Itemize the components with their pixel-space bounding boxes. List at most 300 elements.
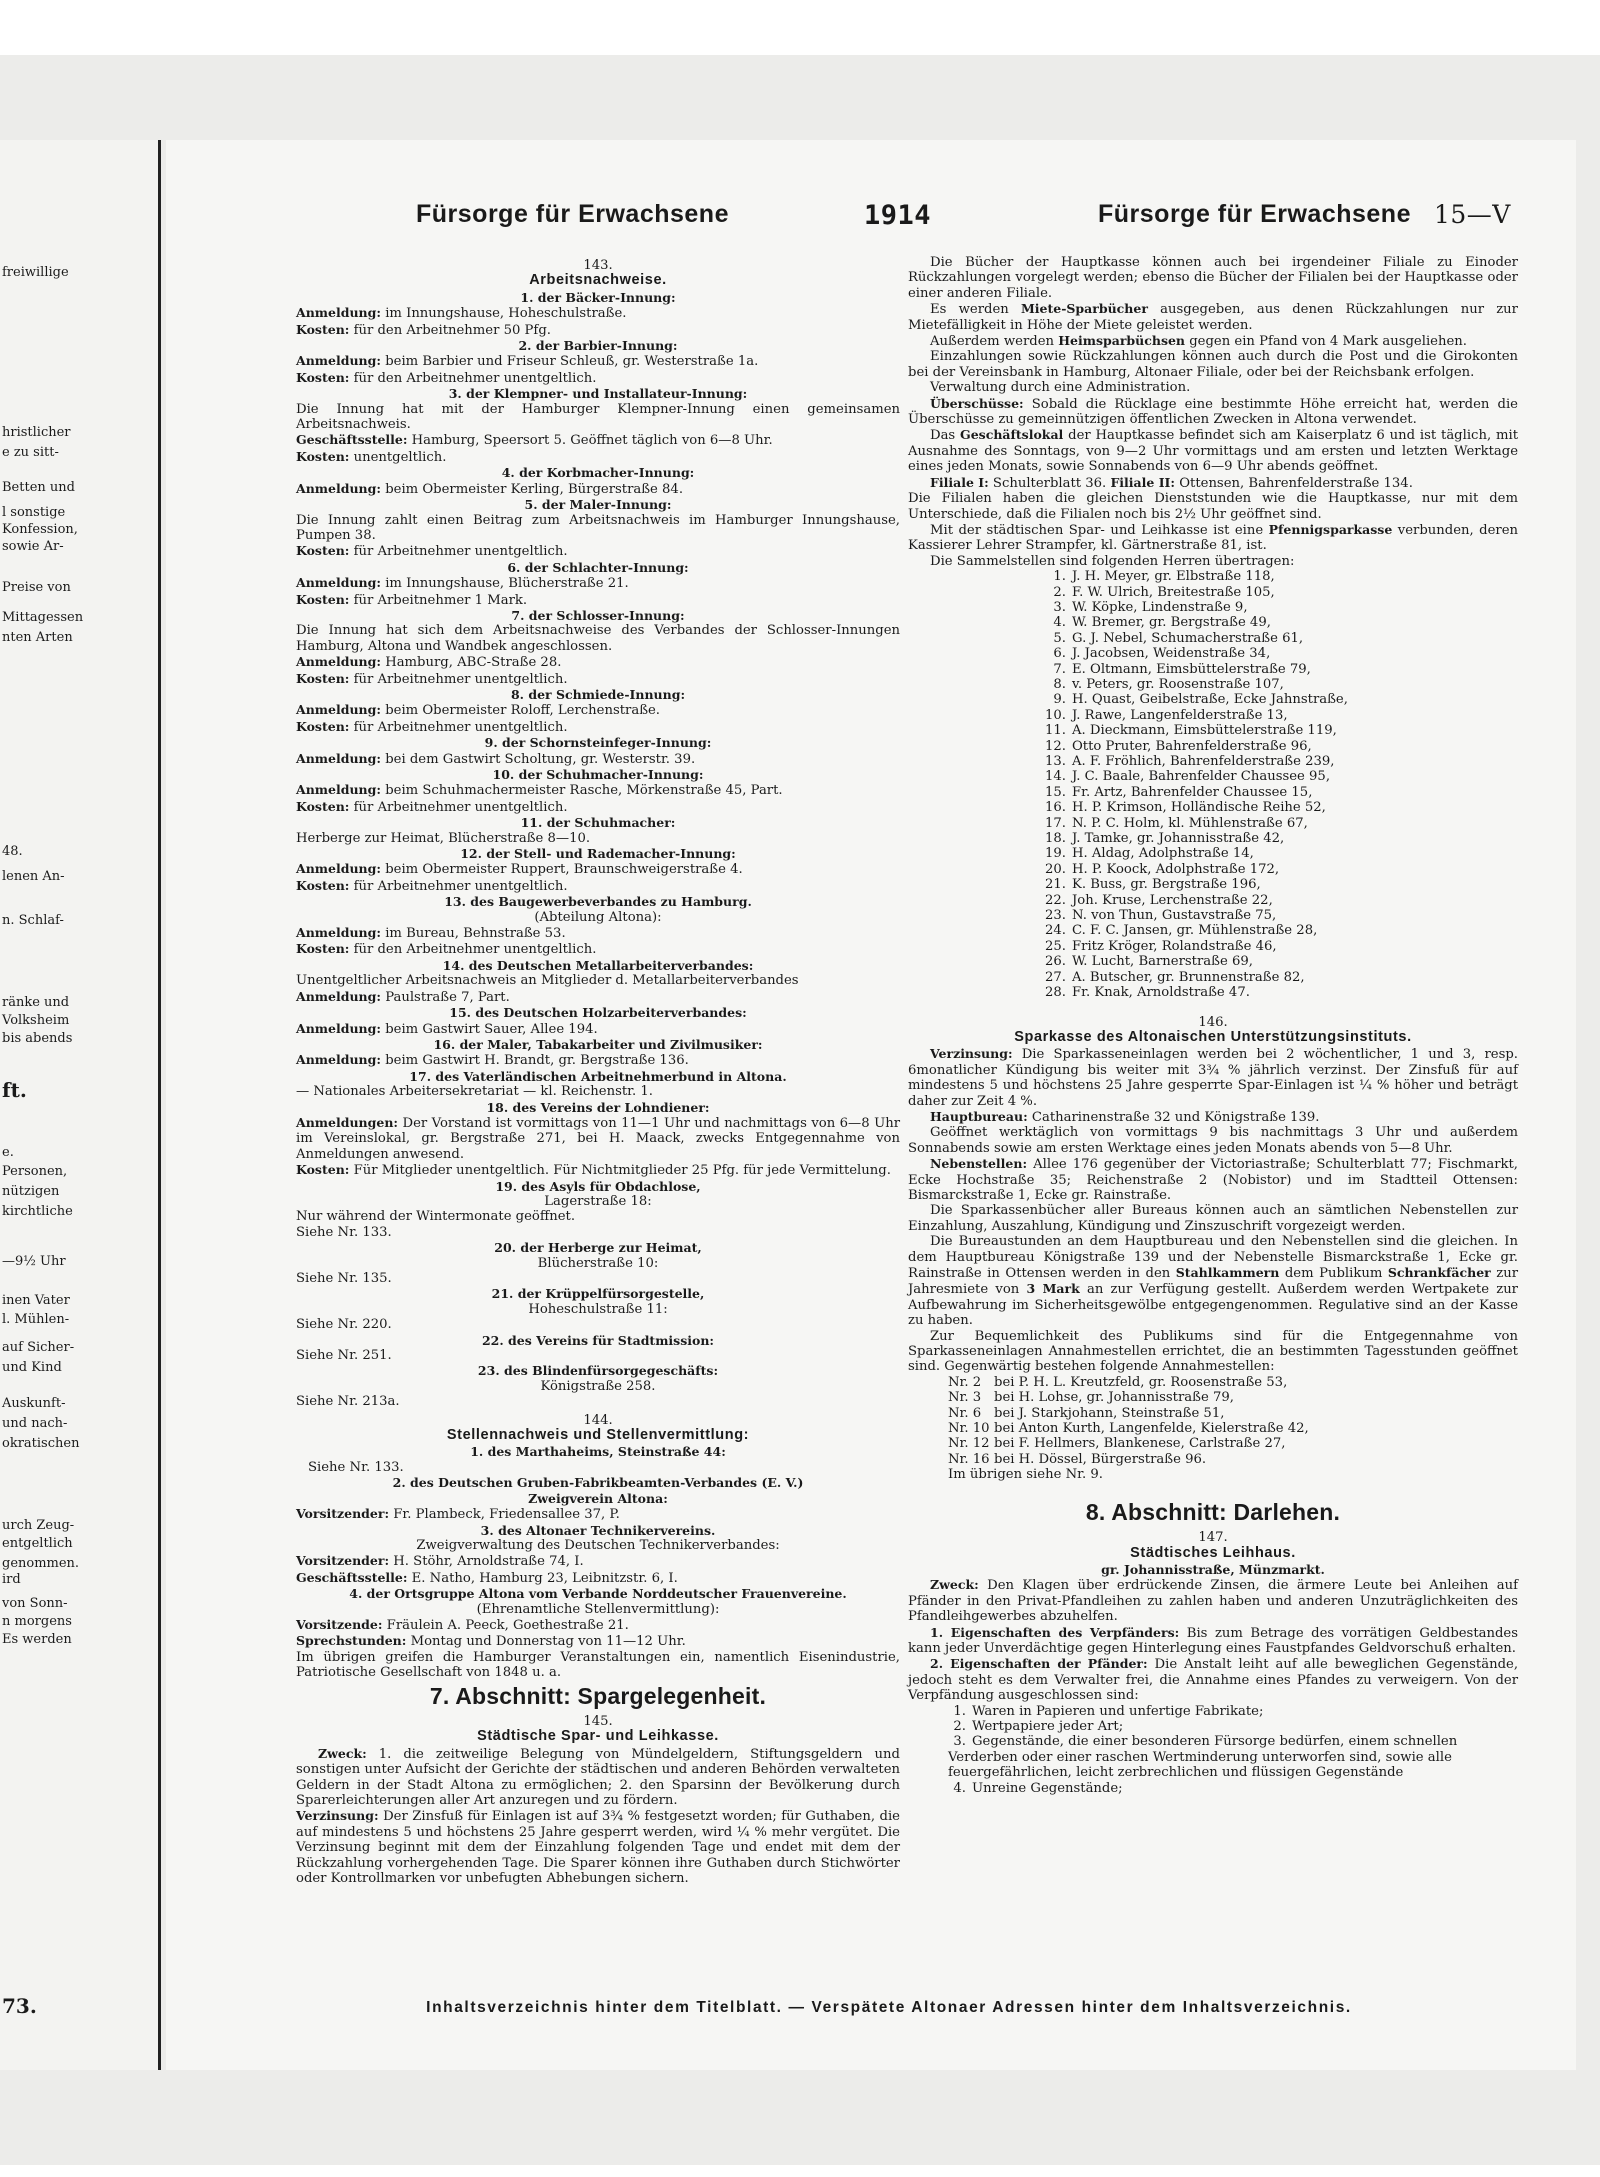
item-number: 20. — [1045, 861, 1066, 877]
list-item — [948, 1406, 1518, 1421]
subheading: 4. der Ortsgruppe Altona vom Verbande Norddeutscher Frauenvereine. — [349, 1586, 847, 1602]
entry-label: Anmeldung: — [296, 305, 381, 321]
item-text: Unreine Gegenstände; — [972, 1780, 1123, 1796]
entry-text: Verzinsung: Die Sparkasseneinlagen werden bei 2 wöchentlicher, 1 und 3, resp. 6monatlicher Kündigung bis weiter mit 3¾ % jährlich verzinst. Der Zinsfuß für auf mindestens 5 und höchstens 25 Jahre gesperrte Spar-Einlagen ist ¼ % höher und beträgt daher zur Zeit 4 %. — [908, 1046, 1518, 1109]
entry-label: Kosten: — [296, 591, 350, 607]
entry-line — [296, 861, 900, 877]
entry-text: Es werden Miete-Sparbücher ausgegeben, aus denen Rückzahlungen nur zur Mietefälligkeit in Höhe der Miete geleistet werden. — [908, 301, 1518, 333]
item-number: 9. — [1053, 692, 1066, 708]
entry-value: Lagerstraße 18: — [544, 1193, 652, 1209]
header-page-number: 15—V — [1434, 200, 1511, 229]
entry-label: Anmeldung: — [296, 861, 381, 877]
section-title: Arbeitsnachweise. — [529, 272, 667, 289]
entry-line — [296, 623, 900, 654]
list-item — [1038, 631, 1518, 646]
left-page-fragment: sowie Ar- — [2, 539, 64, 554]
item-number: 21. — [1045, 877, 1066, 893]
entry-value: für den Arbeitnehmer unentgeltlich. — [349, 370, 597, 386]
collector-list — [908, 569, 1518, 1000]
list-item — [1038, 677, 1518, 692]
subheading: 3. des Altonaer Technikervereins. — [480, 1522, 716, 1538]
left-page-fragment: kirchtliche — [2, 1204, 73, 1219]
entry-label: Kosten: — [296, 718, 350, 734]
entry-line — [296, 1379, 900, 1394]
entry-value: Siehe Nr. 220. — [296, 1317, 392, 1333]
entry-value: Siehe Nr. 251. — [296, 1348, 392, 1364]
entry-text: Einzahlungen sowie Rückzahlungen können auch durch die Post und die Girokonten bei der Vereinsbank in Hamburg, Altonaer Filiale, oder bei der Reichsbank erfolgen. — [908, 349, 1518, 380]
section-title: Städtisches Leihhaus. — [1130, 1544, 1296, 1561]
item-text: Otto Pruter, Bahrenfelderstraße 96, — [1072, 738, 1312, 754]
list-item — [1038, 569, 1518, 584]
item-number: 1. — [1053, 569, 1066, 585]
entry-line: Vorsitzende: Fräulein A. Peeck, Goethestraße 21. — [296, 1616, 629, 1633]
entry-value: Blücherstraße 10: — [537, 1255, 659, 1271]
entry-text: Zur Bequemlichkeit des Publikums sind für die Entgegennahme von Sparkasseneinlagen Annahmestellen errichtet, die an bestimmten Tagesstunden geöffnet sind. Gegenwärtig bestehen folgende Annahmestellen: — [908, 1328, 1518, 1375]
left-page-fragment: Personen, — [2, 1164, 68, 1179]
item-number: 12. — [1045, 738, 1066, 754]
annahme-list — [908, 1375, 1518, 1467]
entry-line — [296, 941, 900, 957]
item-text: F. W. Ulrich, Breitestraße 105, — [1072, 584, 1275, 600]
page-footer: Inhaltsverzeichnis hinter dem Titelblatt. — Verspätete Altonaer Adressen hinter dem Inhaltsverzeichnis. — [426, 1999, 1352, 2016]
entry-label: Anmeldung: — [296, 1052, 381, 1068]
entry-label: Anmeldung: — [296, 353, 381, 369]
subheading: 15. des Deutschen Holzarbeiterverbandes: — [449, 1005, 747, 1021]
list-item — [948, 1734, 1518, 1780]
item-text: W. Bremer, gr. Bergstraße 49, — [1072, 615, 1271, 631]
list-item — [1038, 877, 1518, 892]
item-text: Fr. Knak, Arnoldstraße 47. — [1072, 985, 1250, 1001]
subheading: 1. des Marthaheims, Steinstraße 44: — [470, 1444, 726, 1460]
item-text: Gegenstände, die einer besonderen Fürsorge bedürfen, einem schnellen Verderben oder einer raschen Wertminderung unterworfen sind, sowie alle feuergefährlichen, leicht zerbrechlichen und flüssigen Gegenstände — [948, 1734, 1458, 1781]
left-page-fragment: hristlicher — [2, 425, 71, 440]
item-number: 17. — [1045, 815, 1066, 831]
subheading: 16. der Maler, Tabakarbeiter und Zivilmusiker: — [433, 1036, 763, 1052]
entry-value: Königstraße 258. — [540, 1378, 656, 1394]
left-page-fragment: Betten und — [2, 480, 75, 495]
item-number: 23. — [1045, 908, 1066, 924]
item-text: bei J. Starkjohann, Steinstraße 51, — [994, 1405, 1225, 1421]
item-number: 26. — [1045, 954, 1066, 970]
entry-line — [296, 513, 900, 544]
entry-line — [296, 592, 900, 608]
entry-label: Geschäftsstelle: — [296, 432, 408, 448]
entry-text: Hauptbureau: Catharinenstraße 32 und Königstraße 139. — [930, 1108, 1320, 1125]
chapter-heading: 8. Abschnitt: Darlehen. — [1085, 1498, 1341, 1525]
item-number: 4. — [1053, 615, 1066, 631]
item-number: 28. — [1045, 985, 1066, 1001]
item-text: H. Quast, Geibelstraße, Ecke Jahnstraße, — [1072, 692, 1348, 708]
item-number: 4. — [953, 1780, 966, 1796]
entry-text: 2. Eigenschaften der Pfänder: Die Anstalt leiht auf alle beweglichen Gegenstände, jedoch steht es dem Verwalter frei, die Annahme eines Pfandes zu verweigern. Von der Verpfändung ausgeschlossen sind: — [908, 1656, 1519, 1704]
entry-line — [296, 1021, 900, 1037]
entry-text: Im übrigen greifen die Hamburger Veranstaltungen ein, namentlich Eisenindustrie, Patriotische Gesellschaft von 1848 u. a. — [296, 1649, 900, 1681]
list-item — [1038, 615, 1518, 630]
left-page-fragment: Konfession, — [2, 522, 78, 537]
entry-label: Anmeldung: — [296, 480, 381, 496]
entry-value: für Arbeitnehmer unentgeltlich. — [349, 799, 568, 815]
arbeitsnachweise-list — [296, 290, 900, 1410]
entry-value: (Abteilung Altona): — [534, 909, 662, 925]
main-page — [166, 140, 1576, 2070]
list-item — [1038, 769, 1518, 784]
item-number: 24. — [1045, 923, 1066, 939]
entry-label: Anmeldung: — [296, 925, 381, 941]
entry-value: im Innungshause, Hoheschulstraße. — [381, 306, 627, 322]
entry-value: Herberge zur Heimat, Blücherstraße 8—10. — [296, 830, 591, 846]
entry-value: Siehe Nr. 213a. — [296, 1394, 400, 1410]
left-page-fragment: nützigen — [2, 1184, 60, 1199]
entry-value: für Arbeitnehmer unentgeltlich. — [349, 671, 568, 687]
list-item — [948, 1704, 1518, 1719]
entry-value: Hamburg, ABC-Straße 28. — [381, 655, 562, 671]
subheading: 22. des Vereins für Stadtmission: — [481, 1332, 715, 1348]
entry-text: Verzinsung: Der Zinsfuß für Einlagen ist auf 3¾ % festgesetzt worden; für Guthaben, die auf mindestens 5 und höchstens 25 Jahre gesperrt werden, wird ¼ % mehr vergütet. Die Verzinsung beginnt mit dem der Einzahlung folgenden Tage und endet mit dem der Rückzahlung vorhergehenden Tage. Die Sparer können ihre Guthaben durch Stichwörter oder Kontrollmarken vor unbefugten Abhebungen sichern. — [296, 1808, 900, 1887]
item-text: A. Dieckmann, Eimsbüttelerstraße 119, — [1072, 723, 1337, 739]
entry-line — [296, 1052, 900, 1068]
left-page-fragment: auf Sicher- — [2, 1340, 75, 1355]
entry-text: Verwaltung durch eine Administration. — [930, 380, 1191, 396]
entry-value: Die Innung hat mit der Hamburger Klempner-Innung einen gemeinsamen Arbeitsnachweis. — [296, 401, 900, 433]
entry-value: beim Barbier und Friseur Schleuß, gr. Westerstraße 1a. — [381, 354, 759, 370]
left-page-fragment: bis abends — [2, 1031, 73, 1046]
item-text: Waren in Papieren und unfertige Fabrikate; — [972, 1703, 1264, 1719]
subheading: 13. des Baugewerbeverbandes zu Hamburg. — [444, 894, 752, 910]
entry-label: Kosten: — [296, 798, 350, 814]
section-title: Städtische Spar- und Leihkasse. — [477, 1728, 719, 1745]
entry-value: Unentgeltlicher Arbeitsnachweis an Mitglieder d. Metallarbeiterverbandes — [296, 973, 799, 989]
item-text: H. P. Koock, Adolphstraße 172, — [1072, 861, 1280, 877]
left-page-fragment: e. — [2, 1145, 14, 1160]
item-number: 5. — [1053, 630, 1066, 646]
subheading: 17. des Vaterländischen Arbeitnehmerbund in Altona. — [409, 1068, 787, 1084]
entry-line: Zweigverwaltung des Deutschen Technikerverbandes: — [416, 1537, 780, 1553]
entry-label: Kosten: — [296, 321, 350, 337]
item-number: 8. — [1053, 676, 1066, 692]
list-item — [1038, 862, 1518, 877]
subheading: 2. des Deutschen Gruben-Fabrikbeamten-Verbandes (E. V.) — [392, 1475, 804, 1491]
entry-value: für Arbeitnehmer unentgeltlich. — [349, 544, 568, 560]
item-number: 16. — [1045, 800, 1066, 816]
item-text: A. F. Fröhlich, Bahrenfelderstraße 239, — [1072, 754, 1335, 769]
item-text: C. F. C. Jansen, gr. Mühlenstraße 28, — [1072, 923, 1318, 939]
entry-text: Die Bureaustunden an dem Hauptbureau und den Nebenstellen sind die gleichen. In dem Hauptbureau Königstraße 139 und der Nebenstelle Bismarckstraße 1, Ecke gr. Rainstraße in Ottensen werden in den Stahlkammern dem Publikum Schrankfächer zur Jahresmiete von 3 Mark an zur Verfügung gestellt. Außerdem werden Wertpakete zur Aufbewahrung im Sicherheitsgewölbe entgegengenommen. Regulative sind an der Kasse zu haben. — [908, 1234, 1519, 1329]
page-header — [166, 200, 1576, 240]
item-number: 10. — [1045, 707, 1066, 723]
list-item — [1038, 939, 1518, 954]
left-page-fragment: nten Arten — [2, 630, 73, 645]
left-page-fragment: e zu sitt- — [2, 445, 59, 460]
left-page-fragment: n. Schlaf- — [2, 913, 64, 928]
section-number: 147. — [1198, 1530, 1228, 1546]
item-text: N. P. C. Holm, kl. Mühlenstraße 67, — [1072, 815, 1308, 831]
list-item — [948, 1375, 1518, 1390]
entry-text: Zweck: Den Klagen über erdrückende Zinsen, die ärmere Leute bei Anleihen auf Pfänder in den Privat-Pfandleihen zu zahlen haben und anderen Unzuträglichkeiten des Pfandleihgewerbes abzuhelfen. — [908, 1577, 1518, 1625]
entry-line: Vorsitzender: Fr. Plambeck, Friedensallee 37, P. — [296, 1506, 620, 1523]
entry-label: Kosten: — [296, 369, 350, 385]
entry-text: Geöffnet werktäglich von vormittags 9 bis nachmittags 3 Uhr und außerdem Sonnabends sowie am ersten Werktage eines jeden Monats abends von 5—8 Uhr. — [908, 1125, 1518, 1156]
entry-line — [296, 1256, 900, 1271]
item-text: Fr. Artz, Bahrenfelder Chaussee 15, — [1072, 784, 1313, 800]
list-item — [1038, 785, 1518, 800]
entry-text: Die Sparkassenbücher aller Bureaus können auch an sämtlichen Nebenstellen zur Einzahlung, Auszahlung, Kündigung und Zinszuschrift vorgezeigt werden. — [908, 1203, 1518, 1234]
subheading: 2. der Barbier-Innung: — [518, 338, 678, 354]
item-text: bei P. H. L. Kreutzfeld, gr. Roosenstraße 53, — [994, 1374, 1288, 1390]
left-page-fragment: Es werden — [2, 1632, 72, 1647]
left-page-fragment: 73. — [2, 1994, 37, 2018]
item-text: W. Lucht, Barnerstraße 69, — [1072, 954, 1253, 970]
entry-value: — Nationales Arbeitersekretariat — kl. Reichenstr. 1. — [296, 1084, 653, 1100]
entry-value: beim Obermeister Ruppert, Braunschweigerstraße 4. — [381, 862, 743, 878]
entry-line — [296, 305, 900, 321]
list-item — [1038, 739, 1518, 754]
item-text: J. Jacobsen, Weidenstraße 34, — [1072, 646, 1271, 662]
subheading: 3. der Klempner- und Installateur-Innung: — [448, 386, 748, 402]
left-page-fragment: —9½ Uhr — [2, 1254, 66, 1269]
entry-line — [296, 878, 900, 894]
section-title: Sparkasse des Altonaischen Unterstützungsinstituts. — [1014, 1028, 1412, 1045]
entry-line: Sprechstunden: Montag und Donnerstag von 11—12 Uhr. — [296, 1633, 686, 1650]
list-item — [1038, 846, 1518, 861]
entry-value: unentgeltlich. — [349, 449, 447, 465]
left-page-fragment: ird — [2, 1572, 21, 1587]
section-title: Stellennachweis und Stellenvermittlung: — [446, 1427, 750, 1444]
item-number: 25. — [1045, 938, 1066, 954]
entry-line — [296, 575, 900, 591]
entry-text: Die Filialen haben die gleichen Dienststunden wie die Hauptkasse, nur mit dem Unterschiede, daß die Filialen noch bis 2½ Uhr geöffnet sind. — [908, 491, 1518, 522]
entry-line — [296, 799, 900, 815]
item-text: J. H. Meyer, gr. Elbstraße 118, — [1072, 569, 1275, 585]
entry-line — [296, 719, 900, 735]
right-column — [908, 255, 1518, 1796]
left-page-fragment: 48. — [2, 844, 23, 859]
left-page-fragment: l. Mühlen- — [2, 1312, 70, 1327]
entry-label: Kosten: — [296, 543, 350, 559]
item-text: J. C. Baale, Bahrenfelder Chaussee 95, — [1072, 769, 1331, 785]
entry-value: für Arbeitnehmer unentgeltlich. — [349, 878, 568, 894]
item-text: H. Aldag, Adolphstraße 14, — [1072, 846, 1254, 862]
list-item — [1038, 831, 1518, 846]
reference: Siehe Nr. 133. — [308, 1459, 404, 1475]
left-page-fragment: Volksheim — [2, 1013, 70, 1028]
entry-label: Kosten: — [296, 670, 350, 686]
entry-value: für Arbeitnehmer 1 Mark. — [349, 592, 528, 608]
entry-label: Kosten: — [296, 877, 350, 893]
entry-line — [296, 449, 900, 465]
left-page-fragment: genommen. — [2, 1556, 80, 1571]
item-number: 14. — [1045, 769, 1066, 785]
entry-line — [296, 1115, 900, 1162]
item-number: 22. — [1045, 892, 1066, 908]
entry-line — [296, 1194, 900, 1209]
entry-text: Außerdem werden Heimsparbüchsen gegen ein Pfand von 4 Mark ausgeliehen. — [930, 333, 1467, 350]
list-item — [1038, 692, 1518, 707]
entry-line — [296, 481, 900, 497]
entry-line — [296, 1302, 900, 1317]
left-page-fragment: Auskunft- — [2, 1396, 66, 1411]
entry-text: Die Bücher der Hauptkasse können auch bei irgendeiner Filiale zu Einoder Rückzahlungen vorgelegt werden; ebenso die Bücher der Filialen bei der Hauptkasse oder einer anderen Filiale. — [908, 255, 1518, 301]
entry-line — [296, 1209, 900, 1224]
item-text: K. Buss, gr. Bergstraße 196, — [1072, 877, 1261, 893]
item-number: 7. — [1053, 661, 1066, 677]
left-page-fragment: und Kind — [2, 1360, 62, 1375]
subheading: 19. des Asyls für Obdachlose, — [495, 1178, 701, 1194]
item-text: bei Anton Kurth, Langenfelde, Kielerstraße 42, — [994, 1421, 1309, 1437]
section-number: 144. — [583, 1412, 613, 1428]
header-left-title: Fürsorge für Erwachsene — [416, 200, 729, 228]
list-item — [1038, 923, 1518, 938]
entry-line: Vorsitzender: H. Stöhr, Arnoldstraße 74, I. — [296, 1553, 584, 1570]
list-item — [1038, 954, 1518, 969]
left-page-fragment: lenen An- — [2, 869, 65, 884]
list-item — [1038, 893, 1518, 908]
item-text: J. Tamke, gr. Johannisstraße 42, — [1072, 831, 1285, 847]
entry-line — [296, 1394, 900, 1409]
entry-line — [296, 543, 900, 559]
left-page-fragment: ft. — [2, 1078, 27, 1102]
item-text: v. Peters, gr. Roosenstraße 107, — [1072, 676, 1284, 692]
section-number: 143. — [583, 258, 613, 273]
left-column — [296, 255, 900, 1886]
item-number: 3. — [953, 1734, 966, 1750]
list-item — [948, 1390, 1518, 1405]
entry-text: Nebenstellen: Allee 176 gegenüber der Victoriastraße; Schulterblatt 77; Fischmarkt, Ecke Hochstraße 35; Reichenstraße 2 (Nobistor) und im Stadtteil Ottensen: Bismarckstraße 1, Ecke gr. Rainstraße. — [908, 1156, 1518, 1203]
left-page-fragment: freiwillige — [2, 265, 69, 280]
entry-line — [296, 432, 900, 448]
list-item — [948, 1421, 1518, 1436]
subheading: 12. der Stell- und Rademacher-Innung: — [460, 846, 736, 862]
subheading: Zweigverein Altona: — [528, 1490, 668, 1506]
section-number: 145. — [583, 1713, 613, 1729]
entry-value: Hamburg, Speersort 5. Geöffnet täglich von 6—8 Uhr. — [407, 433, 773, 449]
item-text: Fritz Kröger, Rolandstraße 46, — [1072, 938, 1277, 954]
entry-line — [296, 1271, 900, 1286]
subheading: 4. der Korbmacher-Innung: — [501, 465, 695, 481]
list-item — [1038, 600, 1518, 615]
entry-value: im Innungshause, Blücherstraße 21. — [381, 576, 629, 592]
item-number: 2. — [953, 1718, 966, 1734]
item-number: 27. — [1045, 969, 1066, 985]
entry-line — [296, 353, 900, 369]
entry-value: beim Schuhmachermeister Rasche, Mörkenstraße 45, Part. — [381, 783, 783, 799]
reference: Im übrigen siehe Nr. 9. — [948, 1467, 1103, 1483]
list-item — [1038, 985, 1518, 1000]
item-number: 19. — [1045, 846, 1066, 862]
entry-label: Anmeldungen: — [296, 1114, 399, 1130]
header-year: 1914 — [864, 200, 932, 231]
entry-value: Hoheschulstraße 11: — [528, 1301, 668, 1317]
entry-line — [296, 1084, 900, 1099]
list-item — [948, 1719, 1518, 1734]
subheading: 9. der Schornsteinfeger-Innung: — [484, 735, 712, 751]
entry-text: Zweck: 1. die zeitweilige Belegung von Mündelgeldern, Stiftungsgeldern und sonstigen unter Aufsicht der Gerichte der städtischen und anderen Behörden verwalteten Geldern in der Stadt Altona zu ermöglichen; 2. den Sparsinn der Bevölkerung durch Sparerleichterungen aller Art anzuregen und zu fördern. — [296, 1745, 900, 1808]
subheading: 11. der Schuhmacher: — [520, 815, 676, 831]
left-page-fragment: urch Zeug- — [2, 1518, 75, 1533]
subheading: 7. der Schlosser-Innung: — [511, 607, 685, 623]
entry-line — [296, 989, 900, 1005]
item-number: 13. — [1045, 754, 1066, 769]
entry-text: Filiale I: Schulterblatt 36. Filiale II: Ottensen, Bahrenfelderstraße 134. — [930, 474, 1413, 491]
header-right-title: Fürsorge für Erwachsene — [1098, 200, 1411, 228]
left-page-fragment: okratischen — [2, 1436, 80, 1451]
list-item — [1038, 723, 1518, 738]
subheading: 8. der Schmiede-Innung: — [510, 686, 686, 702]
item-number: Nr. 3 — [948, 1390, 982, 1406]
entry-label: Kosten: — [296, 1162, 350, 1178]
chapter-heading: 7. Abschnitt: Spargelegenheit. — [429, 1682, 767, 1709]
list-item — [948, 1781, 1518, 1796]
section-number: 146. — [1198, 1014, 1228, 1030]
item-number: Nr. 16 — [948, 1451, 990, 1467]
entry-line — [296, 1348, 900, 1363]
item-text: J. Rawe, Langenfelderstraße 13, — [1072, 707, 1288, 723]
entry-value: Die Innung hat sich dem Arbeitsnachweise des Verbandes der Schlosser-Innungen Hamburg, Altona und Wandbek angeschlossen. — [296, 623, 900, 654]
left-page-fragment: inen Vater — [2, 1293, 70, 1308]
entry-line — [296, 1317, 900, 1332]
list-item — [1038, 662, 1518, 677]
subheading: 18. des Vereins der Lohndiener: — [486, 1099, 710, 1115]
left-page-fragment: l sonstige — [2, 505, 66, 520]
entry-text: Mit der städtischen Spar- und Leihkasse ist eine Pfennigsparkasse verbunden, deren Kassierer Lehrer Strampfer, kl. Gärtnerstraße 81, ist. — [908, 521, 1518, 554]
entry-value: beim Gastwirt H. Brandt, gr. Bergstraße 136. — [381, 1053, 689, 1069]
entry-line — [296, 322, 900, 338]
item-number: Nr. 12 — [948, 1436, 990, 1452]
left-page-fragment: entgeltlich — [2, 1536, 73, 1551]
entry-line: (Ehrenamtliche Stellenvermittlung): — [476, 1601, 720, 1617]
entry-label: Anmeldung: — [296, 654, 381, 670]
list-item — [1038, 970, 1518, 985]
entry-line — [296, 831, 900, 846]
item-number: 6. — [1053, 646, 1066, 662]
entry-line — [296, 973, 900, 988]
subheading: 6. der Schlachter-Innung: — [507, 559, 689, 575]
entry-value: Paulstraße 7, Part. — [381, 989, 510, 1005]
entry-value: Die Innung zahlt einen Beitrag zum Arbeitsnachweis im Hamburger Innungshause, Pumpen 38. — [296, 512, 900, 543]
entry-label: Anmeldung: — [296, 702, 381, 718]
subheading: gr. Johannisstraße, Münzmarkt. — [1101, 1561, 1325, 1577]
item-text: A. Butscher, gr. Brunnenstraße 82, — [1072, 969, 1305, 985]
entry-value: beim Obermeister Kerling, Bürgerstraße 84. — [381, 481, 684, 497]
item-number: 2. — [1053, 584, 1066, 600]
item-number: Nr. 10 — [948, 1421, 990, 1437]
entry-line — [296, 671, 900, 687]
list-item — [1038, 708, 1518, 723]
list-item — [1038, 908, 1518, 923]
excluded-items-list — [908, 1704, 1518, 1796]
entry-label: Anmeldung: — [296, 1020, 381, 1036]
entry-text: 1. Eigenschaften des Verpfänders: Bis zum Betrage des vorrätigen Geldbestandes kann jeder Unverdächtige gegen Hinterlegung eines Faustpfandes Geldvorschuß erhalten. — [908, 1624, 1518, 1656]
item-number: 15. — [1045, 784, 1066, 800]
item-text: G. J. Nebel, Schumacherstraße 61, — [1072, 630, 1304, 646]
item-number: 18. — [1045, 831, 1066, 847]
entry-line — [296, 782, 900, 798]
entry-label: Anmeldung: — [296, 750, 381, 766]
list-item — [948, 1436, 1518, 1451]
entry-text: Die Sammelstellen sind folgenden Herren übertragen: — [930, 553, 1295, 569]
entry-value: im Bureau, Behnstraße 53. — [381, 926, 566, 942]
left-page-fragment: und nach- — [2, 1416, 68, 1431]
item-text: N. von Thun, Gustavstraße 75, — [1072, 908, 1277, 924]
left-page-fragment: Preise von — [2, 580, 71, 595]
entry-text: Überschüsse: Sobald die Rücklage eine bestimmte Höhe erreicht hat, werden die Überschüsse zu gemeinnützigen öffentlichen Zwecken in Altona verwendet. — [908, 395, 1518, 428]
entry-label: Anmeldung: — [296, 782, 381, 798]
entry-value: bei dem Gastwirt Scholtung, gr. Westerstr. 39. — [381, 751, 696, 767]
item-text: bei F. Hellmers, Blankenese, Carlstraße 27, — [994, 1436, 1286, 1452]
item-number: 1. — [953, 1703, 966, 1719]
entry-line — [296, 654, 900, 670]
item-number: 3. — [1053, 599, 1066, 615]
subheading: 1. der Bäcker-Innung: — [520, 289, 676, 305]
